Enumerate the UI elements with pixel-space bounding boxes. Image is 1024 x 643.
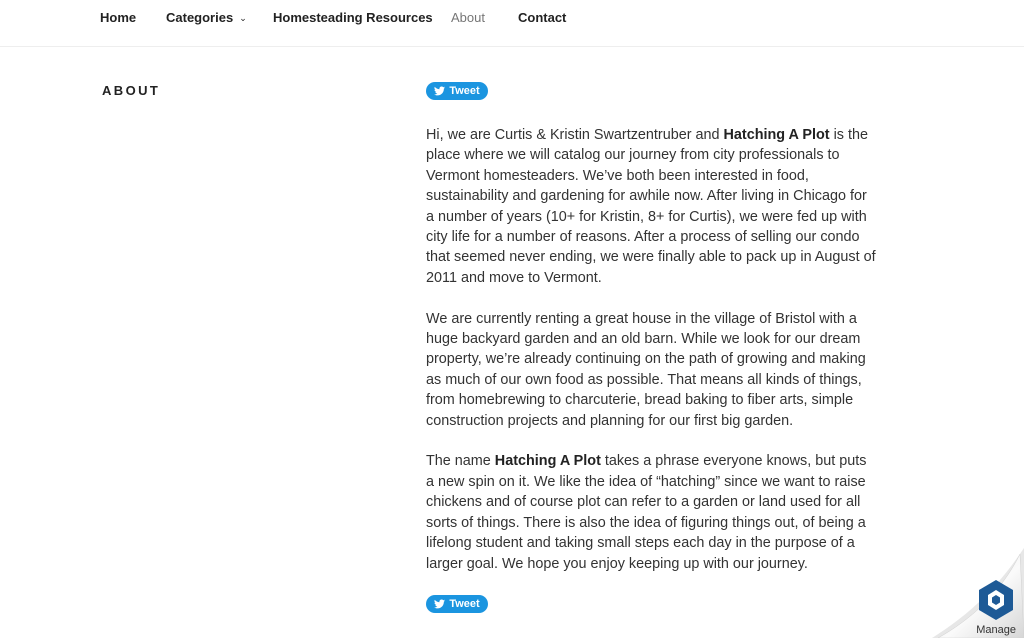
nav-categories-label: Categories [166, 10, 233, 25]
p3-text-b: takes a phrase everyone knows, but puts a new spin on it. We like the idea of “hatching” since we want to raise chickens and of course plot can refer to a garden or land used for all sorts of things. There is also the idea of figuring things out, of being a lifelong student and taking small steps each day in the purpose of a larger goal. We hope you enjoy keeping up with our journey. [426, 453, 866, 571]
p1-text-b: is the place where we will catalog our journey from city professionals to Vermont homesteaders. We’ve both been interested in food, sustainability and gardening for awhile now. After living in Chicago for a number of years (10+ for Kristin, 8+ for Curtis), we were fed up with city life for a number of reasons. After a process of selling our condo that seemed never ending, we were finally able to pack up in August of 2011 and move to Vermont. [426, 127, 876, 286]
site-name-bold: Hatching A Plot [495, 453, 601, 469]
nav-about[interactable]: About [451, 10, 485, 25]
chevron-down-icon: ⌄ [239, 13, 247, 24]
manage-badge-icon [976, 578, 1016, 622]
nav-home[interactable]: Home [100, 10, 136, 25]
top-navigation [0, 0, 1024, 47]
twitter-bird-icon [434, 599, 445, 609]
p3-text-a: The name [426, 453, 495, 469]
about-content [426, 125, 876, 594]
nav-homesteading-resources[interactable]: Homesteading Resources [273, 10, 433, 25]
nav-contact[interactable]: Contact [518, 10, 566, 25]
site-name-bold: Hatching A Plot [724, 127, 830, 143]
about-paragraph-1 [426, 125, 876, 288]
page-title: ABOUT [102, 83, 160, 98]
nav-categories[interactable] [166, 10, 247, 25]
tweet-label: Tweet [449, 598, 479, 610]
manage-label[interactable]: Manage [976, 624, 1016, 636]
about-paragraph-3 [426, 451, 876, 573]
tweet-label: Tweet [449, 85, 479, 97]
about-paragraph-2: We are currently renting a great house in the village of Bristol with a huge backyard garden and an old barn. While we look for our dream property, we’re already continuing on the path of growing and making as much of our own food as possible. That means all kinds of things, from homebrewing to charcuterie, bread baking to fiber arts, simple construction projects and planning for our first big garden. [426, 309, 876, 431]
tweet-button-top[interactable] [426, 82, 488, 100]
tweet-button-bottom[interactable] [426, 595, 488, 613]
p1-text-a: Hi, we are Curtis & Kristin Swartzentruber and [426, 127, 724, 143]
twitter-bird-icon [434, 86, 445, 96]
